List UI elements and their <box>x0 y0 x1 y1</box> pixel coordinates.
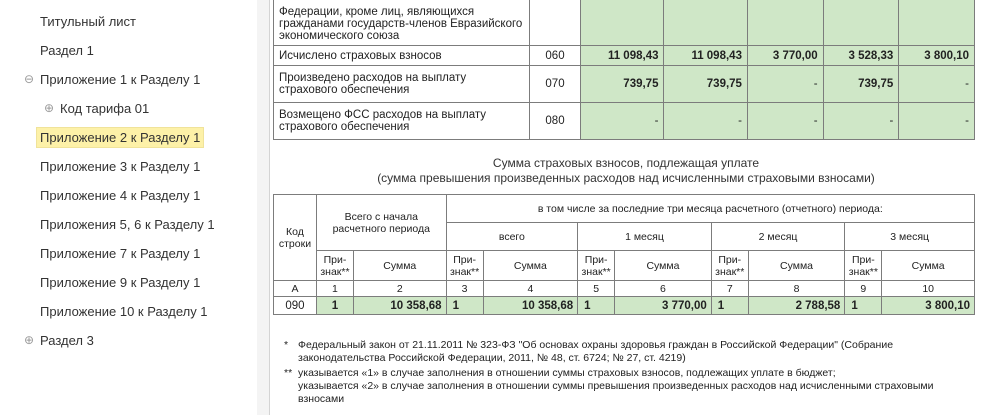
sum-header: Сумма <box>615 251 712 281</box>
table-row <box>274 66 975 103</box>
sum-header: Сумма <box>483 251 578 281</box>
sidebar-item-label: Раздел 1 <box>40 43 94 58</box>
sum-header: Сумма <box>748 251 845 281</box>
expand-icon[interactable]: ⊕ <box>23 333 35 347</box>
sidebar-item-title-page[interactable] <box>40 7 136 36</box>
value-cell[interactable] <box>581 0 664 46</box>
sidebar-item-label: Приложение 9 к Разделу 1 <box>40 275 201 290</box>
form-document <box>270 0 985 415</box>
row-code: 060 <box>530 46 581 66</box>
value-cell[interactable]: - <box>899 103 975 140</box>
sidebar-scrollbar[interactable] <box>257 0 270 415</box>
expand-icon[interactable]: ⊕ <box>43 101 55 115</box>
row-description: Возмещено ФСС расходов на выплату страхового обеспечения <box>274 103 530 140</box>
sum-header: Сумма <box>882 251 975 281</box>
value-cell[interactable]: - <box>747 103 823 140</box>
footnote <box>284 339 974 365</box>
value-cell[interactable]: 11 098,43 <box>581 46 664 66</box>
sign-header: При-знак** <box>845 251 882 281</box>
footnote-mark: * <box>284 339 289 351</box>
sidebar-item-label: Приложение 10 к Разделу 1 <box>40 304 208 319</box>
sidebar-item-label: Титульный лист <box>40 14 137 29</box>
footnote-text: указывается «2» в случае заполнения в отношении суммы превышения произведенных расходов над исчисленными страховыми взносами <box>298 380 934 405</box>
sidebar-item-label: Приложение 3 к Разделу 1 <box>40 159 201 174</box>
sign-header: При-знак** <box>578 251 615 281</box>
value-cell[interactable]: - <box>823 103 899 140</box>
sign-header: При-знак** <box>711 251 748 281</box>
row-code: 080 <box>530 103 581 140</box>
section-heading <box>270 156 982 186</box>
column-number: 6 <box>615 281 712 297</box>
sidebar-item-appendix-5-6[interactable] <box>40 210 215 239</box>
sidebar-item-label: Приложение 7 к Разделу 1 <box>40 246 201 261</box>
code-header: Код строки <box>274 195 317 281</box>
column-number: 9 <box>845 281 882 297</box>
sidebar-item-appendix-7[interactable] <box>40 239 200 268</box>
column-number: 3 <box>446 281 483 297</box>
sign-cell[interactable]: 1 <box>578 297 615 315</box>
row-description: Федерации, кроме лиц, являющихся гражданами государств-членов Евразийского экономического союза <box>274 0 530 46</box>
row-description: Произведено расходов на выплату страхового обеспечения <box>274 66 530 103</box>
sidebar-item-label: Приложение 2 к Разделу 1 <box>36 127 204 148</box>
value-cell[interactable]: 3 528,33 <box>823 46 899 66</box>
column-number: 1 <box>316 281 353 297</box>
value-cell[interactable]: 739,75 <box>823 66 899 103</box>
header-row <box>274 195 975 223</box>
sign-header: При-знак** <box>446 251 483 281</box>
total-header: Всего с начала расчетного периода <box>316 195 446 251</box>
sidebar-item-appendix-9[interactable] <box>40 268 200 297</box>
value-cell[interactable] <box>899 0 975 46</box>
sidebar-item-section-1[interactable] <box>40 36 94 65</box>
table-row <box>274 297 975 315</box>
value-cell[interactable]: 739,75 <box>664 66 747 103</box>
sidebar-item-label: Код тарифа 01 <box>60 101 150 116</box>
sum-cell[interactable]: 3 770,00 <box>615 297 712 315</box>
table-row <box>274 103 975 140</box>
row-code: 070 <box>530 66 581 103</box>
table-row <box>274 46 975 66</box>
sidebar-tree <box>0 0 258 415</box>
sign-cell[interactable]: 1 <box>316 297 353 315</box>
value-cell[interactable]: 11 098,43 <box>664 46 747 66</box>
heading-subline: (сумма превышения произведенных расходов над исчисленными страховыми взносами) <box>377 171 875 185</box>
sidebar-item-appendix-3[interactable] <box>40 152 200 181</box>
sidebar-item-label: Раздел 3 <box>40 333 94 348</box>
value-cell[interactable]: - <box>899 66 975 103</box>
value-cell[interactable] <box>823 0 899 46</box>
column-number: 8 <box>748 281 845 297</box>
sidebar-item-label: Приложение 4 к Разделу 1 <box>40 188 201 203</box>
sum-cell[interactable]: 3 800,10 <box>882 297 975 315</box>
row-code: 090 <box>274 297 317 315</box>
sidebar-item-appendix-10[interactable] <box>40 297 208 326</box>
payable-table <box>273 194 975 315</box>
sign-header: При-знак** <box>316 251 353 281</box>
collapse-icon[interactable]: ⊖ <box>23 72 35 86</box>
value-cell[interactable]: - <box>664 103 747 140</box>
row-description: Исчислено страховых взносов <box>274 46 530 66</box>
group-header: всего <box>446 223 578 251</box>
sidebar-item-label: Приложения 5, 6 к Разделу 1 <box>40 217 215 232</box>
column-number: А <box>274 281 317 297</box>
group-header: 2 месяц <box>711 223 845 251</box>
insurance-calc-table <box>273 0 975 140</box>
value-cell[interactable]: - <box>581 103 664 140</box>
footnote-mark: ** <box>284 367 293 379</box>
table-row <box>274 0 975 46</box>
sum-cell[interactable]: 10 358,68 <box>483 297 578 315</box>
header-row <box>274 251 975 281</box>
sidebar-item-appendix-1[interactable] <box>23 65 201 94</box>
column-number: 5 <box>578 281 615 297</box>
column-number: 7 <box>711 281 748 297</box>
group-header: 3 месяц <box>845 223 975 251</box>
footnote-text: указывается «1» в случае заполнения в отношении суммы страховых взносов, подлежащих уплате в бюджет; <box>298 367 836 379</box>
value-cell[interactable] <box>664 0 747 46</box>
value-cell[interactable] <box>747 0 823 46</box>
sum-cell[interactable]: 10 358,68 <box>353 297 446 315</box>
column-number: 4 <box>483 281 578 297</box>
footnote-text: Федеральный закон от 21.11.2011 № 323-ФЗ "Об основах охраны здоровья граждан в Российской Федерации" (Собрание законодательства Российской Федерации, 2011, № 48, ст. 6724; № 27, ст. 4219) <box>298 339 894 364</box>
heading-line: Сумма страховых взносов, подлежащая уплате <box>492 156 760 170</box>
sidebar-item-section-3[interactable] <box>23 326 94 355</box>
sidebar-item-appendix-4[interactable] <box>40 181 200 210</box>
row-code <box>530 0 581 46</box>
sidebar-item-label: Приложение 1 к Разделу 1 <box>40 72 201 87</box>
sign-cell[interactable]: 1 <box>711 297 748 315</box>
sum-header: Сумма <box>353 251 446 281</box>
sidebar-item-appendix-2[interactable] <box>40 123 204 152</box>
sign-cell[interactable]: 1 <box>845 297 882 315</box>
column-numbers-row <box>274 281 975 297</box>
period-header: в том числе за последние три месяца расчетного (отчетного) периода: <box>446 195 974 223</box>
value-cell[interactable]: - <box>747 66 823 103</box>
group-header: 1 месяц <box>578 223 712 251</box>
sidebar-item-tariff-code[interactable] <box>43 94 150 123</box>
footnotes <box>284 339 974 406</box>
column-number: 2 <box>353 281 446 297</box>
sum-cell[interactable]: 2 788,58 <box>748 297 845 315</box>
footnote <box>284 367 974 380</box>
value-cell[interactable]: 3 770,00 <box>747 46 823 66</box>
value-cell[interactable]: 739,75 <box>581 66 664 103</box>
column-number: 10 <box>882 281 975 297</box>
value-cell[interactable]: 3 800,10 <box>899 46 975 66</box>
sign-cell[interactable]: 1 <box>446 297 483 315</box>
